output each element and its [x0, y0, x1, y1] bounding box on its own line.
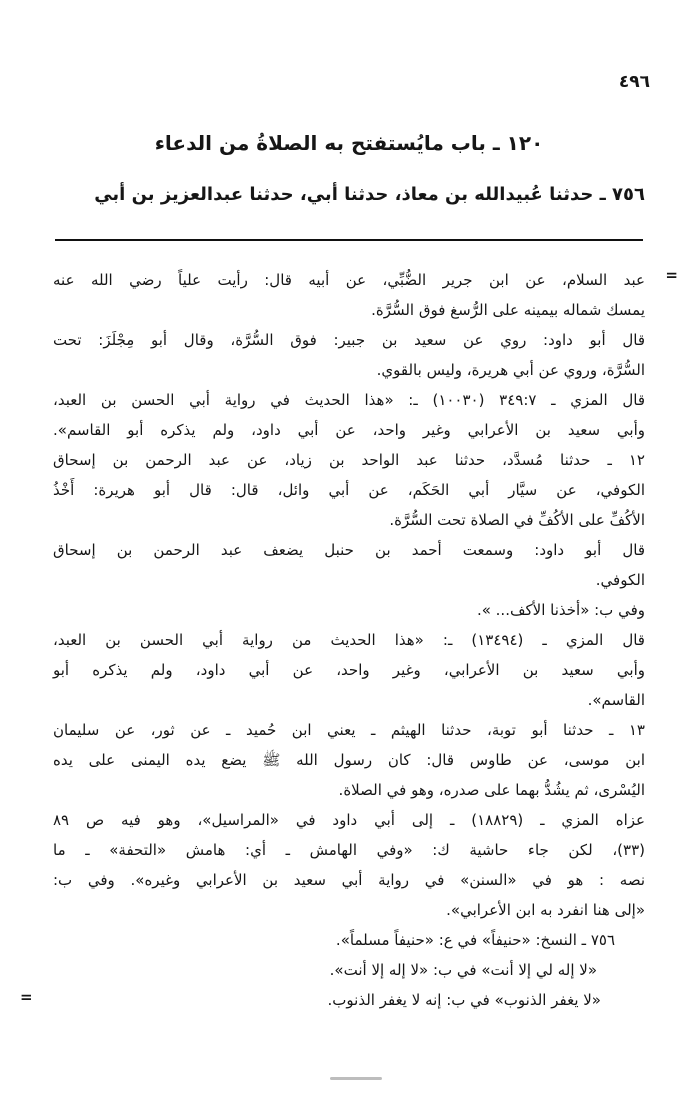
chapter-heading: ١٢٠ ـ باب مايُستفتح به الصلاةُ من الدعاء: [154, 131, 544, 155]
footnote-line: ١٣ ـ حدثنا أبو توبة، حدثنا الهيثم ـ يعني ابن حُميد ـ عن ثور، عن سليمان: [53, 721, 645, 739]
footnote-line: «لا يغفر الذنوب» في ب: إنه لا يغفر الذنوب.: [327, 991, 601, 1009]
footnote-line: قال أبو داود: روي عن سعيد بن جبير: فوق السُّرَّة، وقال أبو مِجْلَزَ: تحت: [53, 331, 645, 349]
footnote-line: وفي ب: «أخذنا الأكف... ».: [476, 601, 645, 619]
footnotes-block: [53, 265, 645, 1015]
footnote-line: الكوفي.: [595, 571, 645, 589]
footnote-line: ابن موسى، عن طاوس قال: كان رسول الله ﷺ يضع يده اليمنى على يده: [53, 751, 645, 769]
footnote-line: وأبي سعيد بن الأعرابي وغير واحد، عن أبي داود، ولم يذكره أبو القاسم».: [53, 421, 645, 439]
footnote-separator-rule: [55, 239, 643, 241]
footnote-line: قال المزي ـ ٣٤٩:٧ (١٠٠٣٠) ـ: «هذا الحديث في رواية أبي الحسن بن العبد،: [53, 391, 646, 409]
footnote-continuation-mark-top: =: [665, 266, 678, 284]
footnote-continuation-mark-bottom: =: [20, 988, 33, 1006]
page-number: ٤٩٦: [618, 72, 650, 92]
footnote-line: وأبي سعيد بن الأعرابي، وغير واحد، عن أبي داود، ولم يذكره أبو: [53, 661, 645, 679]
footnote-line: عزاه المزي ـ (١٨٨٢٩) ـ إلى أبي داود في «المراسيل»، وهو فيه ص ٨٩: [53, 811, 645, 829]
footnote-line: نصه : هو في «السنن» في رواية أبي سعيد بن الأعرابي وغيره». وفي ب:: [53, 871, 645, 889]
footnote-line: عبد السلام، عن ابن جرير الضُّبِّي، عن أبيه قال: رأيت علياً رضي الله عنه: [53, 271, 645, 289]
footnote-line: الأكُفِّ على الأكُفِّ في الصلاة تحت السُّرَّة.: [389, 511, 645, 529]
footnote-line: القاسم».: [587, 691, 645, 709]
footnote-line: يمسك شماله بيمينه على الرُّسغ فوق السُّرَّة.: [371, 301, 645, 319]
hadith-text-line: ٧٥٦ ـ حدثنا عُبيدالله بن معاذ، حدثنا أبي، حدثنا عبدالعزيز بن أبي: [94, 184, 645, 205]
footnote-line: «إلى هنا انفرد به ابن الأعرابي».: [446, 901, 645, 919]
footnote-line: الكوفي، عن سيَّار أبي الحَكَم، عن أبي وائل، قال: قال أبو هريرة: أَخْذُ: [53, 481, 645, 499]
footnote-line: قال المزي ـ (١٣٤٩٤) ـ: «هذا الحديث من رواية أبي الحسن بن العبد،: [53, 631, 645, 649]
footnote-line: قال أبو داود: وسمعت أحمد بن حنبل يضعف عبد الرحمن بن إسحاق: [53, 541, 645, 559]
scan-artifact-mark: [330, 1077, 382, 1080]
footnote-line: ١٢ ـ حدثنا مُسدَّد، حدثنا عبد الواحد بن زياد، عن عبد الرحمن بن إسحاق: [53, 451, 645, 469]
footnote-line: ٧٥٦ ـ النسخ: «حنيفاً» في ع: «حنيفاً مسلماً».: [335, 931, 615, 949]
footnote-line: السُّرَّة، وروي عن أبي هريرة، وليس بالقوي.: [376, 361, 645, 379]
footnote-line: (٣٣)، لكن جاء حاشية ك: «وفي الهامش ـ أي: هامش «التحفة» ـ ما: [53, 841, 645, 859]
footnote-line: «لا إله لي إلا أنت» في ب: «لا إله إلا أنت».: [329, 961, 597, 979]
footnote-line: اليُسْرى، ثم يشُدُّ بهما على صدره، وهو في الصلاة.: [338, 781, 645, 799]
